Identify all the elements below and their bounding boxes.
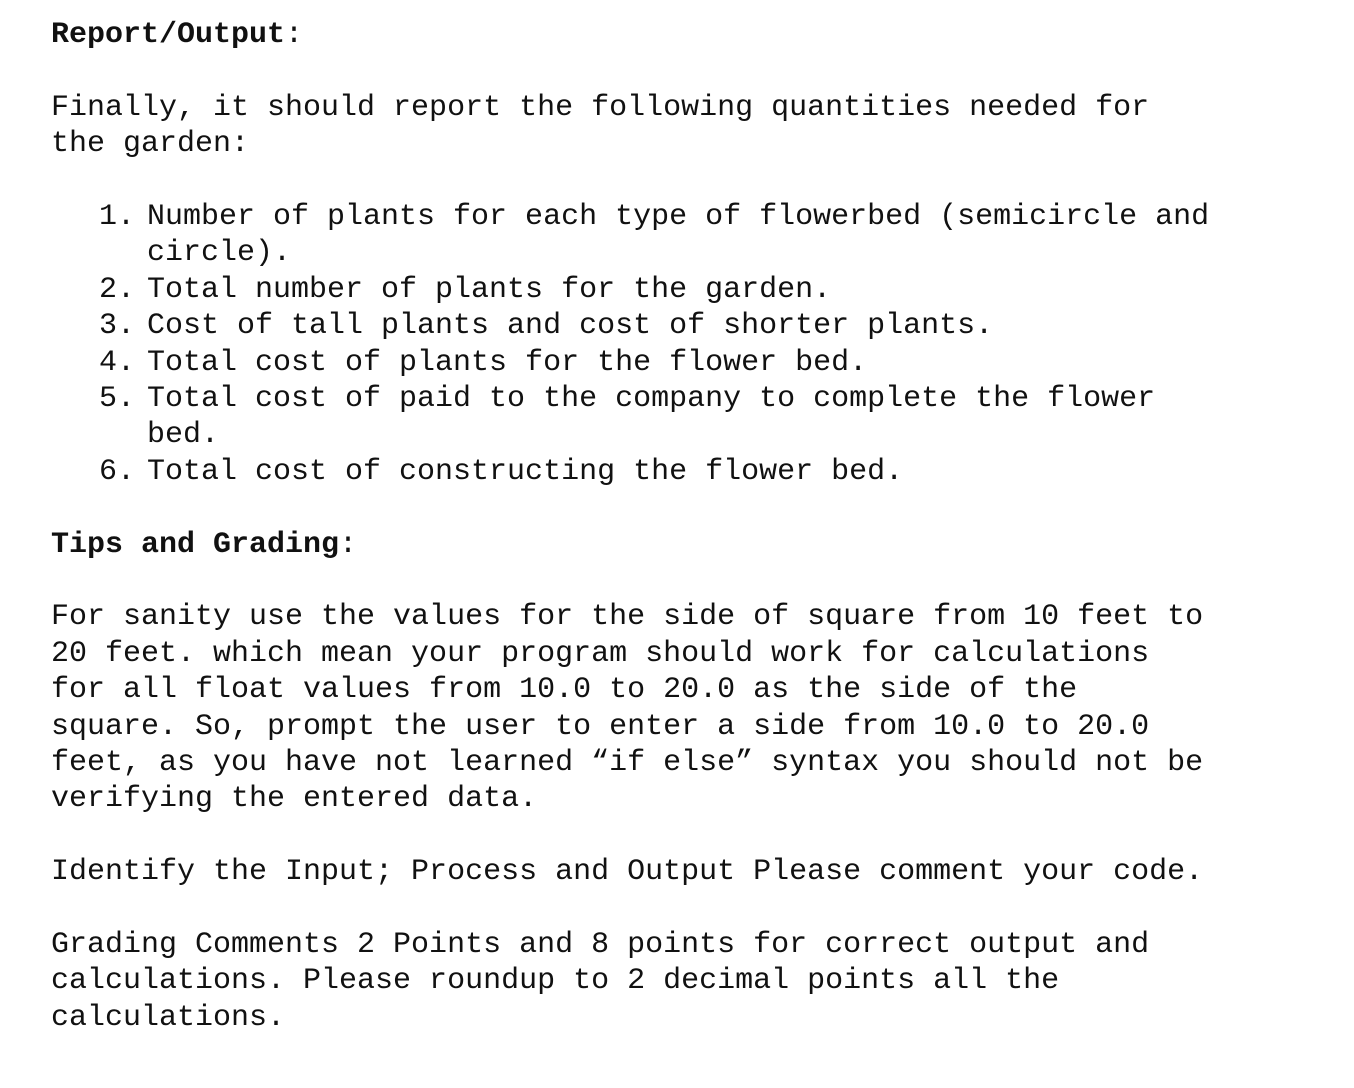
report-intro-paragraph: Finally, it should report the following quantities needed for the garden: xyxy=(51,90,1150,162)
list-item-text: Total cost of paid to the company to complete the flower bed. xyxy=(147,382,1156,453)
list-item-text: Total number of plants for the garden. xyxy=(147,272,832,307)
report-output-heading-colon: : xyxy=(285,18,304,52)
report-output-heading-text: Report/Output xyxy=(51,18,286,52)
tips-grading-heading xyxy=(51,527,1311,563)
spacer xyxy=(51,53,1311,89)
list-item xyxy=(51,454,1311,490)
list-item-number: 4. xyxy=(99,345,136,380)
spacer xyxy=(51,818,1311,854)
spacer xyxy=(51,163,1311,199)
list-item-text: Cost of tall plants and cost of shorter plants. xyxy=(147,309,994,344)
list-item xyxy=(51,199,1311,272)
list-item-text: Total cost of plants for the flower bed. xyxy=(147,345,868,380)
list-item xyxy=(51,345,1311,381)
spacer xyxy=(51,563,1311,599)
list-item-text: Total cost of constructing the flower bed. xyxy=(147,454,904,489)
spacer xyxy=(51,490,1311,526)
list-item xyxy=(51,381,1311,454)
tips-grading-heading-colon: : xyxy=(339,527,358,562)
document-body xyxy=(51,17,1311,1036)
tips-grading-heading-text: Tips and Grading xyxy=(51,527,340,562)
spacer xyxy=(51,891,1311,927)
list-item-number: 3. xyxy=(99,309,136,344)
list-item-text: Number of plants for each type of flowerbed (semicircle and circle). xyxy=(147,200,1210,271)
list-item-number: 6. xyxy=(99,454,136,489)
list-item-number: 5. xyxy=(99,382,136,417)
list-item-number: 2. xyxy=(99,272,136,307)
report-output-heading xyxy=(51,17,1311,53)
identify-io-paragraph: Identify the Input; Process and Output Please comment your code. xyxy=(51,855,1204,890)
list-item-number: 1. xyxy=(99,200,136,234)
report-quantities-list xyxy=(51,199,1311,490)
list-item xyxy=(51,272,1311,308)
grading-comments-paragraph: Grading Comments 2 Points and 8 points for correct output and calculations. Please roundup to 2 decimal points all the calculations. xyxy=(51,928,1150,1035)
list-item xyxy=(51,308,1311,344)
sanity-values-paragraph: For sanity use the values for the side of square from 10 feet to 20 feet. which mean your program should work for calculations for all float values from 10.0 to 20.0 as the side of the square. So, prompt the user to enter a side from 10.0 to 20.0 feet, as you have not learned “if else” syntax you should not be verifying the entered data. xyxy=(51,600,1204,817)
